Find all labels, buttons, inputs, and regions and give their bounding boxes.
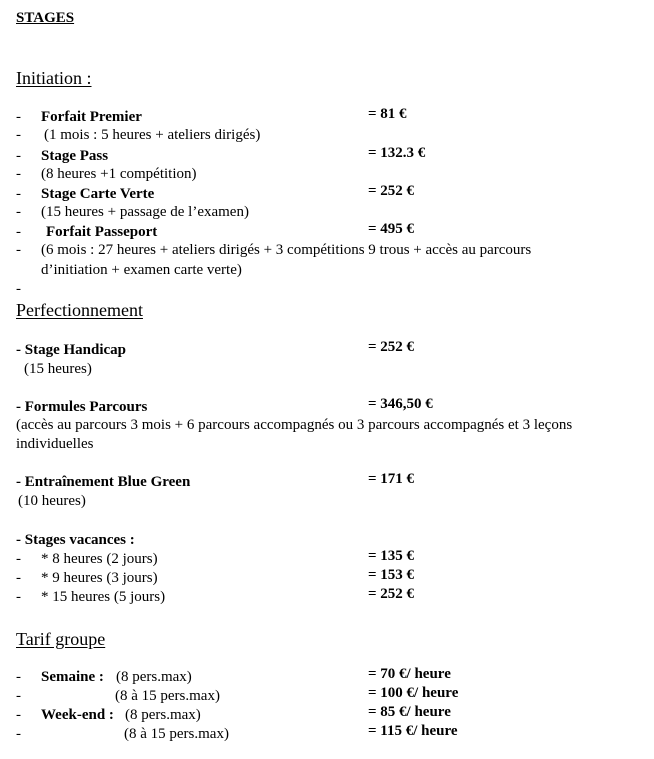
price-forfait-premier: = 81 € (368, 106, 407, 122)
price-stage-carte-verte: = 252 € (368, 183, 415, 199)
section-heading-perfectionnement: Perfectionnement (16, 300, 143, 320)
section-heading-tarif-groupe: Tarif groupe (16, 629, 106, 649)
section-heading-initiation: Initiation : (16, 68, 92, 88)
bullet: - (16, 669, 21, 685)
bullet: - (16, 242, 21, 258)
item-name-forfait-passeport: Forfait Passeport (46, 224, 158, 240)
price-stage-pass: = 132.3 € (368, 145, 426, 161)
bullet: - (16, 127, 21, 143)
item-name-stages-vacances: - Stages vacances : (16, 532, 135, 548)
item-name-entrainement-blue-green: - Entraînement Blue Green (16, 474, 191, 490)
bullet: - (16, 224, 21, 240)
page-title: STAGES (16, 10, 75, 26)
vacances-item-label: * 15 heures (5 jours) (41, 589, 166, 605)
bullet: - (16, 726, 21, 742)
bullet: - (16, 570, 21, 586)
bullet: - (16, 204, 21, 220)
groupe-row-detail: (8 pers.max) (116, 669, 192, 685)
price-formules-parcours: = 346,50 € (368, 396, 433, 412)
groupe-row-detail: (8 à 15 pers.max) (124, 726, 229, 742)
detail-formules-parcours-line1: (accès au parcours 3 mois + 6 parcours accompagnés ou 3 parcours accompagnés et 3 leçons (16, 417, 573, 433)
groupe-row-price: = 85 €/ heure (368, 704, 451, 720)
groupe-row-detail: (8 à 15 pers.max) (115, 688, 220, 704)
price-forfait-passeport: = 495 € (368, 221, 415, 237)
bullet: - (16, 166, 21, 182)
bullet: - (16, 148, 21, 164)
bullet: - (16, 688, 21, 704)
item-name-stage-pass: Stage Pass (41, 148, 109, 164)
vacances-item-price: = 252 € (368, 586, 415, 602)
bullet: - (16, 589, 21, 605)
price-entrainement-blue-green: = 171 € (368, 471, 415, 487)
vacances-item-label: * 9 heures (3 jours) (41, 570, 158, 586)
detail-forfait-passeport-line1: (6 mois : 27 heures + ateliers dirigés + 3 compétitions 9 trous + accès au parcours (41, 242, 532, 258)
bullet: - (16, 707, 21, 723)
vacances-item-label: * 8 heures (2 jours) (41, 551, 158, 567)
bullet: - (16, 109, 21, 125)
item-name-stage-carte-verte: Stage Carte Verte (41, 186, 155, 202)
detail-stage-carte-verte: (15 heures + passage de l’examen) (41, 204, 249, 220)
item-name-formules-parcours: - Formules Parcours (16, 399, 148, 415)
vacances-item-price: = 135 € (368, 548, 415, 564)
price-stage-handicap: = 252 € (368, 339, 415, 355)
detail-entrainement-blue-green: (10 heures) (18, 493, 86, 509)
detail-forfait-premier: (1 mois : 5 heures + ateliers dirigés) (44, 127, 261, 143)
groupe-row-label: Week-end : (41, 707, 114, 723)
bullet: - (16, 186, 21, 202)
groupe-row-price: = 100 €/ heure (368, 685, 459, 701)
groupe-row-price: = 70 €/ heure (368, 666, 451, 682)
detail-forfait-passeport-line2: d’initiation + examen carte verte) (41, 262, 242, 278)
bullet: - (16, 551, 21, 567)
item-name-stage-handicap: - Stage Handicap (16, 342, 127, 358)
bullet: - (16, 281, 21, 297)
groupe-row-price: = 115 €/ heure (368, 723, 458, 739)
detail-formules-parcours-line2: individuelles (16, 436, 94, 452)
detail-stage-pass: (8 heures +1 compétition) (41, 166, 197, 182)
detail-stage-handicap: (15 heures) (24, 361, 92, 377)
groupe-row-detail: (8 pers.max) (125, 707, 201, 723)
item-name-forfait-premier: Forfait Premier (41, 109, 142, 125)
vacances-item-price: = 153 € (368, 567, 415, 583)
groupe-row-label: Semaine : (41, 669, 104, 685)
